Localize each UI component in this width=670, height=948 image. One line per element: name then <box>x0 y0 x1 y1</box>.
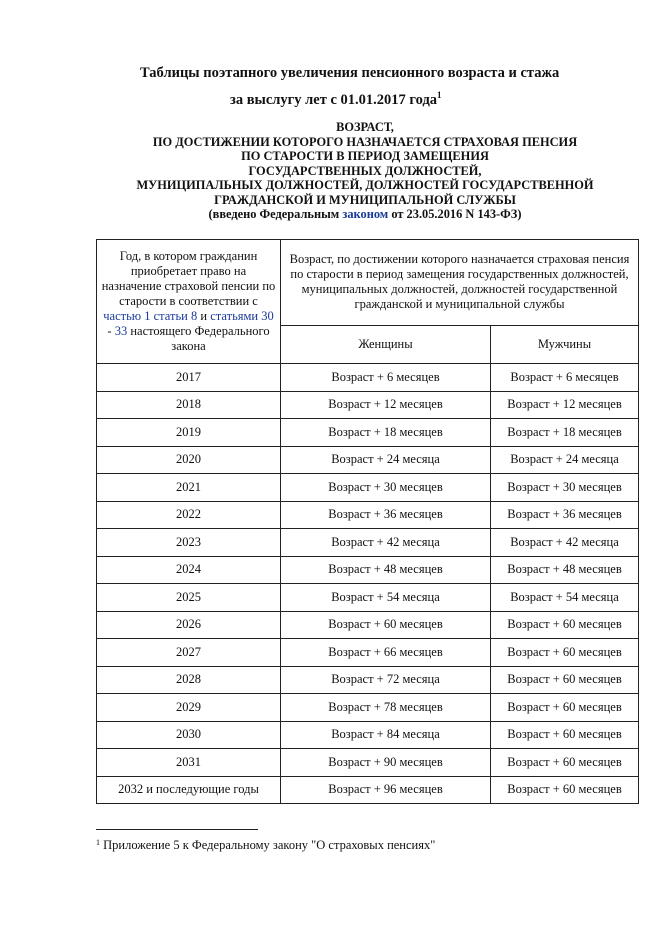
table-row <box>97 364 639 392</box>
title-line-2 <box>60 84 620 111</box>
year-cell: 2017 <box>97 364 281 392</box>
men-age-cell: Возраст + 42 месяца <box>491 529 639 557</box>
section-heading <box>95 120 635 222</box>
women-age-cell: Возраст + 12 месяцев <box>281 391 491 419</box>
footnote <box>96 838 435 853</box>
year-cell: 2026 <box>97 611 281 639</box>
men-age-cell: Возраст + 54 месяца <box>491 584 639 612</box>
men-age-cell: Возраст + 24 месяца <box>491 446 639 474</box>
table-row <box>97 749 639 777</box>
heading-line: ВОЗРАСТ, <box>336 120 394 134</box>
year-cell: 2021 <box>97 474 281 502</box>
women-age-cell: Возраст + 66 месяцев <box>281 639 491 667</box>
table-row <box>97 721 639 749</box>
year-cell: 2019 <box>97 419 281 447</box>
men-age-cell: Возраст + 60 месяцев <box>491 776 639 804</box>
table-row <box>97 584 639 612</box>
table-row <box>97 474 639 502</box>
year-header-text-4: настоящего Федерального закона <box>127 324 270 353</box>
men-age-cell: Возраст + 60 месяцев <box>491 721 639 749</box>
year-cell: 2029 <box>97 694 281 722</box>
table-row <box>97 694 639 722</box>
article-33-link[interactable]: 33 <box>114 324 128 338</box>
women-age-cell: Возраст + 24 месяца <box>281 446 491 474</box>
year-cell: 2031 <box>97 749 281 777</box>
men-age-cell: Возраст + 60 месяцев <box>491 749 639 777</box>
year-header-text-3: - <box>107 324 115 338</box>
title-line-1: Таблицы поэтапного увеличения пенсионного возраста и стажа <box>140 65 560 81</box>
women-age-cell: Возраст + 42 месяца <box>281 529 491 557</box>
men-age-cell: Возраст + 36 месяцев <box>491 501 639 529</box>
table-row <box>97 446 639 474</box>
table-row <box>97 556 639 584</box>
article-8-link[interactable]: частью 1 статьи 8 <box>103 309 198 323</box>
title-footnote-mark: 1 <box>437 90 442 100</box>
men-age-cell: Возраст + 60 месяцев <box>491 694 639 722</box>
year-column-header <box>97 240 281 364</box>
year-header-text-2: и <box>197 309 211 323</box>
year-cell: 2018 <box>97 391 281 419</box>
year-cell: 2027 <box>97 639 281 667</box>
table-row <box>97 529 639 557</box>
year-cell: 2023 <box>97 529 281 557</box>
men-age-cell: Возраст + 60 месяцев <box>491 666 639 694</box>
women-age-cell: Возраст + 48 месяцев <box>281 556 491 584</box>
women-age-cell: Возраст + 36 месяцев <box>281 501 491 529</box>
year-cell: 2020 <box>97 446 281 474</box>
heading-line: ПО ДОСТИЖЕНИИ КОТОРОГО НАЗНАЧАЕТСЯ СТРАХОВАЯ ПЕНСИЯ <box>152 134 578 149</box>
women-age-cell: Возраст + 30 месяцев <box>281 474 491 502</box>
women-age-cell: Возраст + 96 месяцев <box>281 776 491 804</box>
men-column-header: Мужчины <box>491 325 639 363</box>
article-30-link[interactable]: статьями 30 <box>210 309 274 323</box>
heading-note-pre: (введено Федеральным <box>208 207 343 221</box>
table-row <box>97 639 639 667</box>
women-age-cell: Возраст + 72 месяца <box>281 666 491 694</box>
title-line-2-text: за выслугу лет с 01.01.2017 года <box>230 92 438 108</box>
heading-line: ГОСУДАРСТВЕННЫХ ДОЛЖНОСТЕЙ, <box>248 163 482 178</box>
heading-line: ГРАЖДАНСКОЙ И МУНИЦИПАЛЬНОЙ СЛУЖБЫ <box>214 192 516 207</box>
table-row <box>97 391 639 419</box>
men-age-cell: Возраст + 12 месяцев <box>491 391 639 419</box>
women-age-cell: Возраст + 60 месяцев <box>281 611 491 639</box>
table-row <box>97 776 639 804</box>
footnote-text: Приложение 5 к Федеральному закону "О страховых пенсиях" <box>100 838 436 852</box>
table-row <box>97 666 639 694</box>
heading-note <box>95 207 635 222</box>
year-header-text-1: Год, в котором гражданин приобретает право на назначение страховой пенсии по старости в соответствии с <box>101 249 276 308</box>
footnote-mark: 1 <box>96 838 100 847</box>
men-age-cell: Возраст + 48 месяцев <box>491 556 639 584</box>
year-cell: 2028 <box>97 666 281 694</box>
women-age-cell: Возраст + 84 месяца <box>281 721 491 749</box>
women-age-cell: Возраст + 6 месяцев <box>281 364 491 392</box>
document-title <box>60 62 620 111</box>
women-age-cell: Возраст + 54 месяца <box>281 584 491 612</box>
women-age-cell: Возраст + 90 месяцев <box>281 749 491 777</box>
table-row <box>97 501 639 529</box>
pension-age-table <box>96 239 639 804</box>
table-row <box>97 419 639 447</box>
year-cell: 2025 <box>97 584 281 612</box>
heading-line: МУНИЦИПАЛЬНЫХ ДОЛЖНОСТЕЙ, ДОЛЖНОСТЕЙ ГОСУДАРСТВЕННОЙ <box>136 178 594 192</box>
women-age-cell: Возраст + 78 месяцев <box>281 694 491 722</box>
year-cell: 2032 и последующие годы <box>97 776 281 804</box>
footnote-divider <box>96 829 258 830</box>
men-age-cell: Возраст + 60 месяцев <box>491 611 639 639</box>
women-age-cell: Возраст + 18 месяцев <box>281 419 491 447</box>
table-row <box>97 611 639 639</box>
law-link[interactable]: законом <box>342 207 389 221</box>
heading-note-post: от 23.05.2016 N 143-ФЗ) <box>388 207 522 221</box>
men-age-cell: Возраст + 6 месяцев <box>491 364 639 392</box>
men-age-cell: Возраст + 30 месяцев <box>491 474 639 502</box>
women-column-header: Женщины <box>281 325 491 363</box>
year-cell: 2030 <box>97 721 281 749</box>
men-age-cell: Возраст + 60 месяцев <box>491 639 639 667</box>
age-column-header: Возраст, по достижении которого назначается страховая пенсия по старости в период замещения государственных должностей, муниципальных должностей, должностей государственной гражданской и муниципальной службы <box>281 240 639 326</box>
heading-line: ПО СТАРОСТИ В ПЕРИОД ЗАМЕЩЕНИЯ <box>241 149 489 163</box>
men-age-cell: Возраст + 18 месяцев <box>491 419 639 447</box>
year-cell: 2024 <box>97 556 281 584</box>
year-cell: 2022 <box>97 501 281 529</box>
